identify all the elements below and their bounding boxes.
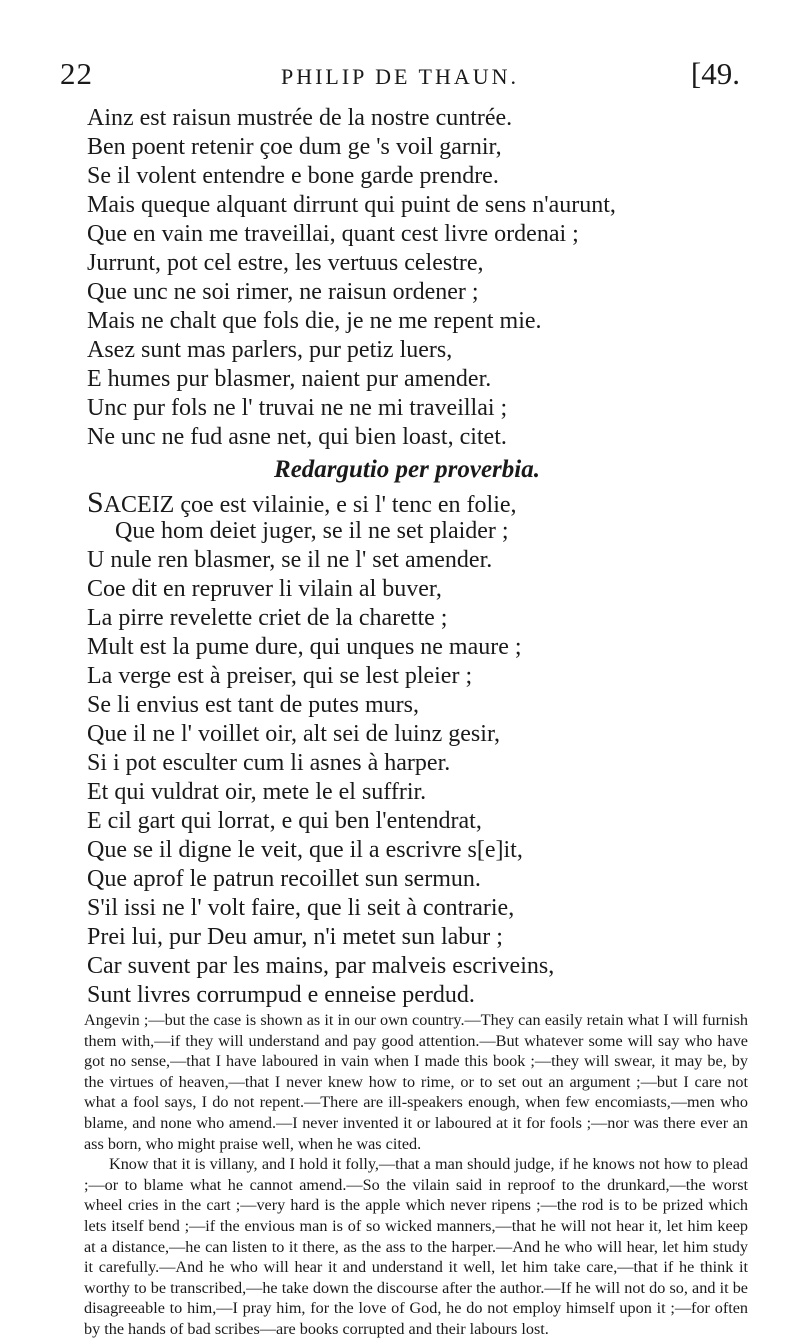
running-title: PHILIP DE THAUN. bbox=[280, 64, 520, 89]
verse-line: E humes pur blasmer, naient pur amender. bbox=[87, 366, 492, 392]
verse-line: Et qui vuldrat oir, mete le el suffrir. bbox=[87, 779, 427, 805]
verse-line: Prei lui, pur Deu amur, n'i metet sun labur ; bbox=[87, 924, 503, 950]
verse-line: Se il volent entendre e bone garde prendre. bbox=[87, 163, 499, 189]
verse-line: La pirre revelette criet de la charette ; bbox=[87, 605, 448, 631]
verse-line: Que unc ne soi rimer, ne raisun ordener ; bbox=[87, 279, 479, 305]
verse-line: Que en vain me traveillai, quant cest livre ordenai ; bbox=[87, 221, 579, 247]
verse-line: U nule ren blasmer, se il ne l' set amender. bbox=[87, 547, 493, 573]
page-number: 22 bbox=[60, 56, 93, 91]
verse-text bbox=[87, 104, 747, 1010]
verse-line: Ben poent retenir çoe dum ge 's voil garnir, bbox=[87, 134, 502, 160]
translation-paragraph: Know that it is villany, and I hold it folly,—that a man should judge, if he knows not how to plead ;—or to blame what he cannot amend.—So the vilain said in reproof to the drunkard,—the worst wheel cries in the cart ;—very hard is the apple which never ripens ;—the rod is to be prized which lets itself bend ;—if the envious man is of so wicked manners,—that he will not hear it, let him keep at a distance,—he can listen to it there, as the ass to the harper.—And he who will hear, let him study it carefully.—And he who will hear it and understand it well, let him take care,—that if he think it worthy to be transcribed,—he take down the discourse after the author.—If he will not do so, and it be disagreeable to him,—I pray him, for the love of God, he do not employ himself upon it ;—for often by the hands of bad scribes—are books corrupted and their labours lost. bbox=[84, 1155, 748, 1338]
verse-line: Jurrunt, pot cel estre, les vertuus celestre, bbox=[87, 250, 484, 276]
verse-line: E cil gart qui lorrat, e qui ben l'entendrat, bbox=[87, 808, 482, 834]
verse-line: Si i pot esculter cum li asnes à harper. bbox=[87, 750, 451, 776]
dropcap-line-text: ACEIZ çoe est vilainie, e si l' tenc en folie, bbox=[103, 492, 517, 518]
verse-line: Que aprof le patrun recoillet sun sermun. bbox=[87, 866, 481, 892]
verse-line: Mais ne chalt que fols die, je ne me repent mie. bbox=[87, 308, 542, 334]
verse-line: Coe dit en repruver li vilain al buver, bbox=[87, 576, 442, 602]
section-rubric: Redargutio per proverbia. bbox=[274, 456, 540, 483]
verse-line: Mult est la pume dure, qui unques ne maure ; bbox=[87, 634, 522, 660]
verse-line: Asez sunt mas parlers, pur petiz luers, bbox=[87, 337, 453, 363]
verse-line: Que hom deiet juger, se il ne set plaider ; bbox=[115, 518, 509, 544]
verse-line: Que se il digne le veit, que il a escrivre s[e]it, bbox=[87, 837, 523, 863]
verse-line-dropcap bbox=[87, 488, 747, 517]
verse-line: Que il ne l' voillet oir, alt sei de luinz gesir, bbox=[87, 721, 500, 747]
verse-line: Ainz est raisun mustrée de la nostre cuntrée. bbox=[87, 105, 513, 131]
verse-line: La verge est à preiser, qui se lest pleier ; bbox=[87, 663, 473, 689]
english-translation bbox=[84, 1010, 748, 1340]
drop-cap-letter: S bbox=[87, 486, 104, 519]
verse-line: Ne unc ne fud asne net, qui bien loast, citet. bbox=[87, 424, 507, 450]
running-header bbox=[60, 56, 740, 104]
verse-line: Car suvent par les mains, par malveis escriveins, bbox=[87, 953, 555, 979]
folio-reference: [49. bbox=[690, 56, 740, 91]
verse-line: Unc pur fols ne l' truvai ne ne mi traveillai ; bbox=[87, 395, 508, 421]
verse-line: Se li envius est tant de putes murs, bbox=[87, 692, 419, 718]
verse-line: Mais queque alquant dirrunt qui puint de sens n'aurunt, bbox=[87, 192, 616, 218]
translation-paragraph: Angevin ;—but the case is shown as it in our own country.—They can easily retain what I will furnish them with,—if they will understand and pay good attention.—But whatever some will say who have got no sense,—that I have laboured in vain when I made this book ;—they will swear, it may be, by the virtues of heaven,—that I never knew how to rime, or to set out an argument ;—but I care not what a fool says, I do not repent.—There are ill-speakers enough, when few encomiasts,—men who blame, and none who amend.—I never invented it or laboured at it for fools ;—nor was there ever an ass born, who might praise well, when he was cited. bbox=[84, 1011, 748, 1153]
verse-line: S'il issi ne l' volt faire, que li seit à contrarie, bbox=[87, 895, 515, 921]
verse-line: Sunt livres corrumpud e enneise perdud. bbox=[87, 982, 475, 1008]
